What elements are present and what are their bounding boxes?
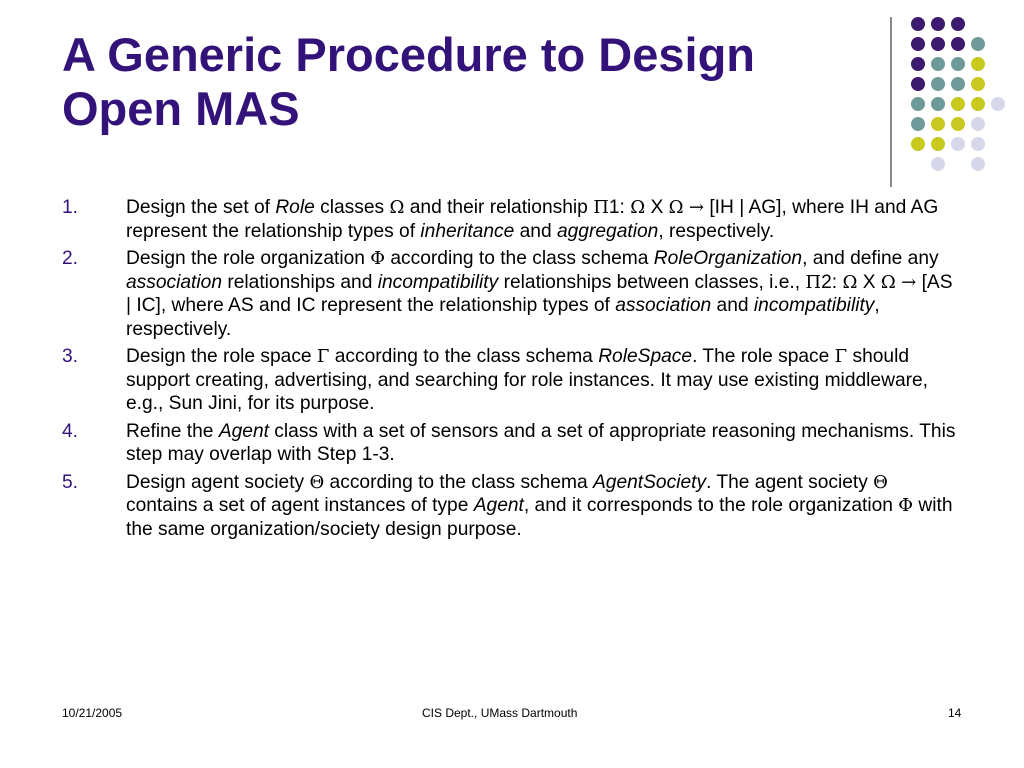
slide-title-line-2: Open MAS	[62, 82, 300, 135]
step-text-segment: relationships and	[222, 271, 378, 293]
step-number: 1.	[62, 197, 79, 218]
decorative-dot	[971, 117, 985, 131]
step-text-segment: . The agent society	[706, 471, 874, 493]
decorative-dot	[951, 57, 965, 71]
decorative-dot	[971, 137, 985, 151]
step-text-segment: 1:	[608, 197, 631, 218]
decorative-dot	[931, 77, 945, 91]
step-text-segment: relationships between classes, i.e.,	[498, 271, 806, 293]
decorative-dot	[931, 117, 945, 131]
step-number: 5.	[62, 471, 79, 493]
footer-page-number: 14	[948, 706, 962, 720]
step-text-segment: according to the class schema	[329, 346, 599, 367]
slide-title-line-1: A Generic Procedure to Design	[62, 28, 755, 81]
step-text	[126, 421, 955, 466]
step-text-segment: Role	[275, 197, 315, 218]
step-text-segment: Design the role organization	[126, 248, 371, 269]
step-text	[126, 472, 953, 540]
decorative-dot	[931, 17, 945, 31]
step-text-segment: RoleOrganization	[653, 248, 803, 269]
step-text-segment: aggregation	[556, 220, 659, 242]
gamma-symbol: Γ	[834, 346, 848, 367]
step-text-segment: association	[615, 295, 712, 316]
phi-symbol: Φ	[370, 248, 386, 269]
omega-symbol: Ω	[880, 271, 896, 293]
step-text-segment: [IH | AG], where IH and AG represent the relationship types of	[126, 197, 939, 242]
decorative-dot	[971, 37, 985, 51]
arrow-symbol: →	[688, 197, 705, 218]
step-text-segment: RoleSpace	[598, 346, 693, 367]
decorative-dot	[971, 157, 985, 171]
decorative-dot	[951, 117, 965, 131]
phi-symbol: Φ	[898, 495, 914, 516]
step-text-segment: Design agent society	[126, 471, 310, 493]
step-text-segment: 2:	[821, 271, 843, 293]
step-text-segment: incompatibility	[377, 271, 499, 293]
arrow-symbol: →	[901, 271, 917, 293]
decorative-dot	[991, 97, 1005, 111]
step-text-segment: and	[711, 295, 754, 316]
decorative-dot	[951, 97, 965, 111]
decorative-dot-grid	[0, 0, 1024, 200]
decorative-dot	[931, 137, 945, 151]
decorative-dot	[971, 77, 985, 91]
step-text-segment: according to the class schema	[385, 248, 654, 269]
step-text-segment: , respectively.	[126, 295, 880, 340]
decorative-dot	[911, 77, 925, 91]
step-text-segment: according to the class schema	[324, 471, 593, 493]
step-item	[62, 471, 962, 542]
decorative-dot	[951, 37, 965, 51]
step-text-segment: should support creating, advertising, and searching for role instances. It may use existing middleware, e.g., Sun Jini, for its purpose.	[126, 346, 929, 414]
step-text-segment: X	[857, 271, 881, 293]
decorative-dot	[951, 17, 965, 31]
footer-date: 10/21/2005	[62, 706, 123, 720]
step-text	[126, 346, 928, 414]
gamma-symbol: Γ	[316, 346, 330, 367]
procedure-steps-list	[62, 196, 962, 545]
step-text	[126, 197, 938, 242]
step-item	[62, 247, 962, 341]
step-text-segment: . The role space	[692, 346, 835, 367]
step-text-segment: and	[514, 220, 557, 242]
decorative-dot	[931, 37, 945, 51]
decorative-dot	[911, 17, 925, 31]
step-text-segment: , respectively.	[658, 220, 775, 242]
decorative-dot	[911, 57, 925, 71]
theta-symbol: Θ	[309, 471, 325, 493]
decorative-dot	[911, 37, 925, 51]
step-item	[62, 420, 962, 467]
step-text-segment: contains a set of agent instances of type	[126, 495, 474, 516]
omega-symbol: Ω	[630, 197, 646, 218]
step-text-segment: Design the set of	[126, 197, 276, 218]
step-text-segment: incompatibility	[753, 295, 875, 316]
omega-symbol: Ω	[668, 197, 684, 218]
step-text-segment: class with a set of sensors and a set of appropriate reasoning mechanisms. This step may overlap with Step 1-3.	[126, 420, 956, 465]
pi-symbol: Π	[805, 271, 822, 293]
step-text-segment: Agent	[218, 420, 269, 442]
step-text-segment: Agent	[473, 495, 524, 516]
step-text-segment: , and define any	[802, 248, 939, 269]
step-text-segment: Design the role space	[126, 346, 317, 367]
step-text-segment: with the same organization/society design purpose.	[126, 495, 953, 540]
footer-department: CIS Dept., UMass Dartmouth	[422, 706, 578, 720]
decorative-dot	[911, 137, 925, 151]
step-text-segment: [AS | IC], where AS and IC represent the relationship types of	[126, 271, 953, 316]
omega-symbol: Ω	[389, 197, 405, 218]
decorative-dot	[951, 137, 965, 151]
step-text-segment: and their relationship	[404, 197, 594, 218]
step-text-segment: Refine the	[126, 420, 219, 442]
step-item	[62, 345, 962, 416]
decorative-dot	[911, 97, 925, 111]
theta-symbol: Θ	[873, 471, 888, 493]
step-text-segment: X	[645, 197, 669, 218]
decorative-dot	[971, 57, 985, 71]
decorative-dot	[911, 117, 925, 131]
step-item	[62, 196, 962, 243]
decorative-dot	[931, 157, 945, 171]
step-number: 2.	[62, 248, 79, 269]
pi-symbol: Π	[593, 197, 609, 218]
step-text	[126, 248, 953, 340]
step-number: 3.	[62, 346, 79, 367]
step-text-segment: , and it corresponds to the role organization	[523, 495, 899, 516]
omega-symbol: Ω	[842, 271, 858, 293]
step-text-segment: classes	[314, 197, 390, 218]
decorative-dot	[971, 97, 985, 111]
step-number: 4.	[62, 420, 79, 442]
decorative-dot	[951, 77, 965, 91]
step-text-segment: inheritance	[420, 220, 515, 242]
step-text-segment: association	[126, 271, 222, 293]
step-text-segment: AgentSociety	[592, 471, 707, 493]
decorative-dot	[931, 97, 945, 111]
decorative-dot	[931, 57, 945, 71]
